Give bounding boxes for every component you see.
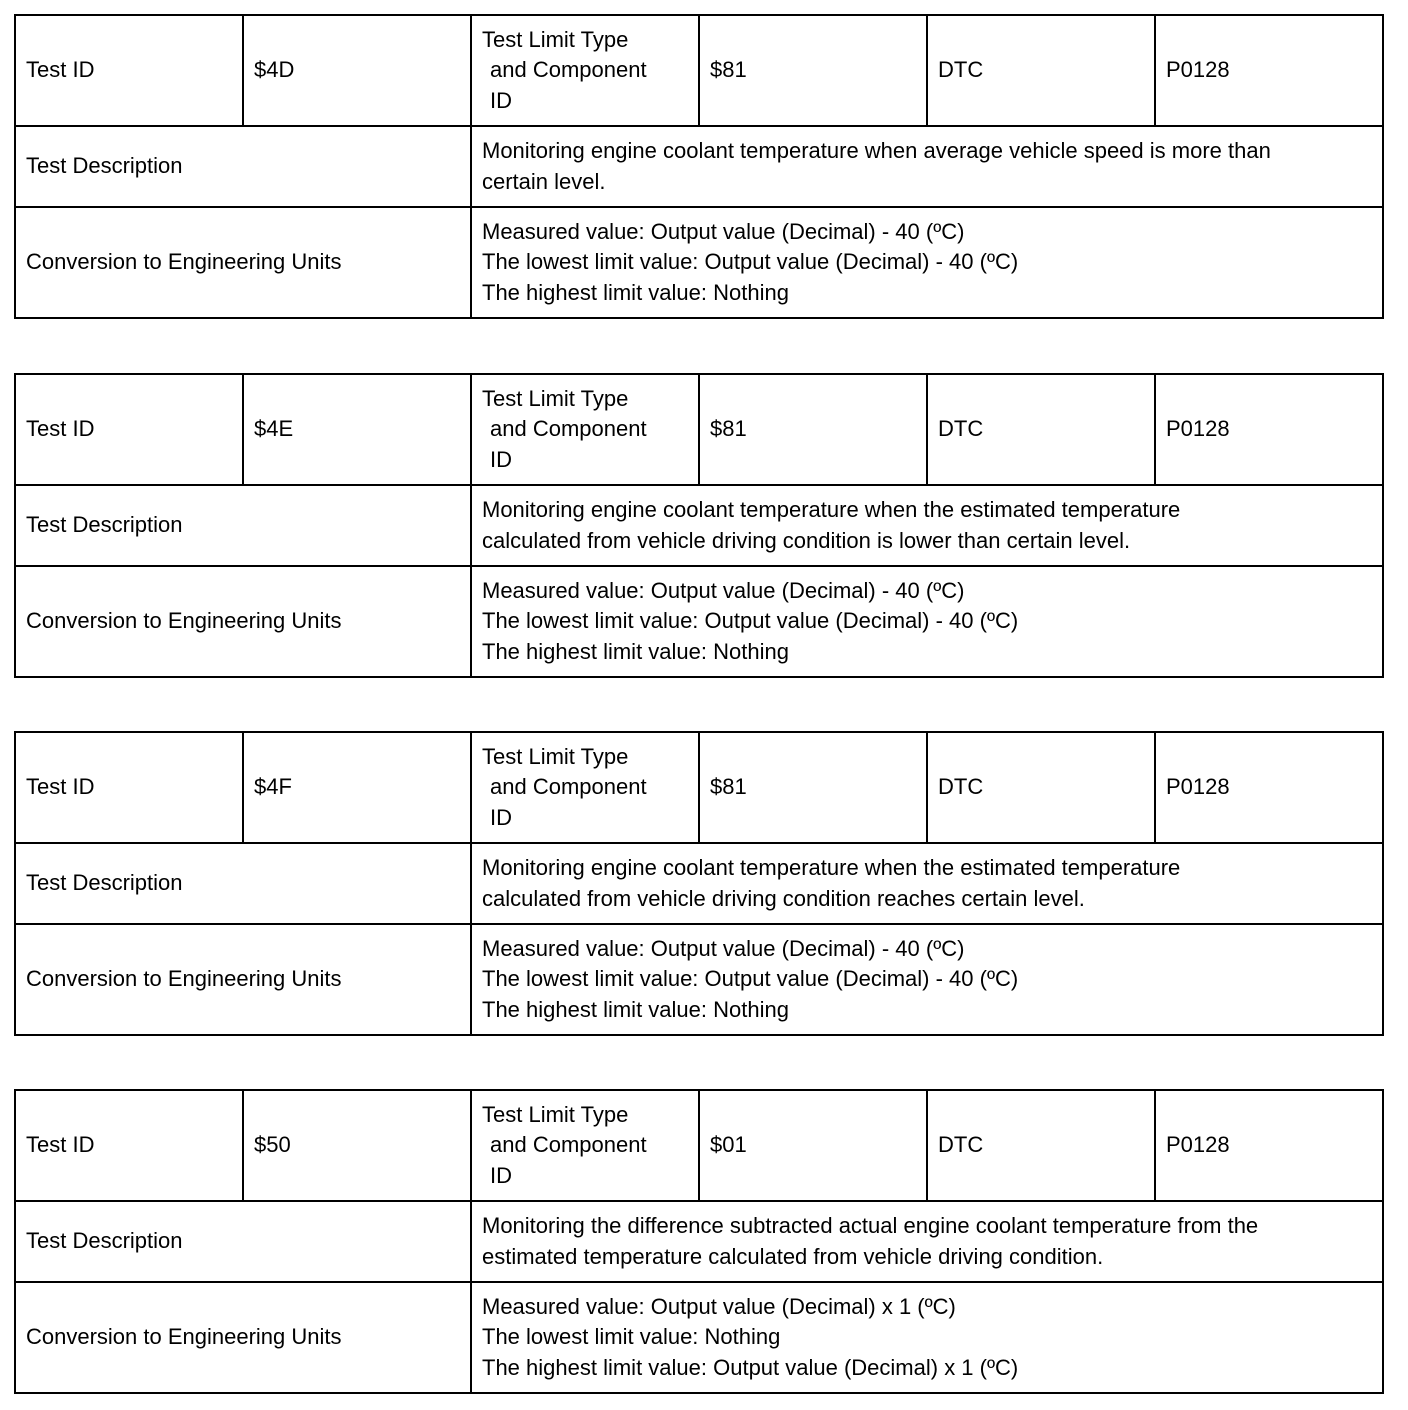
conversion-label: Conversion to Engineering Units xyxy=(15,924,471,1035)
text-line: ID xyxy=(490,1162,512,1188)
description-row xyxy=(15,843,1383,924)
conversion-label: Conversion to Engineering Units xyxy=(15,207,471,318)
limit-type-label xyxy=(471,374,699,485)
header-row xyxy=(15,732,1383,843)
test-description-value xyxy=(471,1201,1383,1282)
text-line: ID xyxy=(490,446,512,472)
text-line: The lowest limit value: Output value (Decimal) - 40 (ºC) xyxy=(482,966,1019,992)
text-line: ID xyxy=(490,87,512,113)
limit-type-value: $81 xyxy=(699,732,927,843)
dtc-label: DTC xyxy=(927,15,1155,126)
text-line: Test Limit Type xyxy=(482,26,629,52)
text-line: Measured value: Output value (Decimal) - 40 (ºC) xyxy=(482,218,965,244)
text-line: The highest limit value: Nothing xyxy=(482,996,789,1022)
text-line: and Component xyxy=(490,57,647,83)
conversion-row xyxy=(15,1282,1383,1393)
conversion-label: Conversion to Engineering Units xyxy=(15,1282,471,1393)
text-line: The highest limit value: Nothing xyxy=(482,638,789,664)
test-description-value xyxy=(471,843,1383,924)
test-id-label: Test ID xyxy=(15,732,243,843)
test-id-value: $4D xyxy=(243,15,471,126)
dtc-label: DTC xyxy=(927,374,1155,485)
limit-type-label xyxy=(471,732,699,843)
text-line: The lowest limit value: Output value (Decimal) - 40 (ºC) xyxy=(482,608,1019,634)
test-id-value: $50 xyxy=(243,1090,471,1201)
text-line: Measured value: Output value (Decimal) - 40 (ºC) xyxy=(482,577,965,603)
text-line: Test Limit Type xyxy=(482,743,629,769)
header-row xyxy=(15,15,1383,126)
test-id-label: Test ID xyxy=(15,374,243,485)
text-line: ID xyxy=(490,804,512,830)
dtc-label: DTC xyxy=(927,732,1155,843)
description-row xyxy=(15,485,1383,566)
dtc-value: P0128 xyxy=(1155,15,1383,126)
text-line: Monitoring engine coolant temperature when the estimated temperature xyxy=(482,855,1181,880)
limit-type-label xyxy=(471,1090,699,1201)
text-line: The lowest limit value: Output value (Decimal) - 40 (ºC) xyxy=(482,249,1019,275)
test-spec-table xyxy=(14,731,1384,1036)
text-line: calculated from vehicle driving condition is lower than certain level. xyxy=(482,527,1131,553)
conversion-label: Conversion to Engineering Units xyxy=(15,566,471,677)
text-line: Test Limit Type xyxy=(482,1101,629,1127)
text-line: estimated temperature calculated from vehicle driving condition. xyxy=(482,1243,1104,1269)
test-spec-table xyxy=(14,373,1384,678)
limit-type-value: $81 xyxy=(699,374,927,485)
dtc-label: DTC xyxy=(927,1090,1155,1201)
text-line: Monitoring engine coolant temperature when average vehicle speed is more than xyxy=(482,138,1271,163)
text-line: Monitoring engine coolant temperature when the estimated temperature xyxy=(482,497,1181,522)
conversion-value xyxy=(471,207,1383,318)
test-spec-table xyxy=(14,14,1384,319)
conversion-value xyxy=(471,1282,1383,1393)
text-line: The highest limit value: Nothing xyxy=(482,279,789,305)
test-spec-table xyxy=(14,1089,1384,1394)
limit-type-value: $81 xyxy=(699,15,927,126)
test-description-label: Test Description xyxy=(15,1201,471,1282)
conversion-value xyxy=(471,924,1383,1035)
text-line: and Component xyxy=(490,416,647,442)
dtc-value: P0128 xyxy=(1155,1090,1383,1201)
text-line: Monitoring the difference subtracted actual engine coolant temperature from the xyxy=(482,1213,1259,1238)
text-line: calculated from vehicle driving condition reaches certain level. xyxy=(482,885,1085,911)
header-row xyxy=(15,1090,1383,1201)
test-description-value xyxy=(471,126,1383,207)
test-id-label: Test ID xyxy=(15,15,243,126)
conversion-row xyxy=(15,566,1383,677)
text-line: Test Limit Type xyxy=(482,385,629,411)
test-description-label: Test Description xyxy=(15,485,471,566)
text-line: and Component xyxy=(490,1132,647,1158)
test-description-value xyxy=(471,485,1383,566)
test-description-label: Test Description xyxy=(15,843,471,924)
limit-type-value: $01 xyxy=(699,1090,927,1201)
dtc-value: P0128 xyxy=(1155,374,1383,485)
text-line: certain level. xyxy=(482,168,606,194)
header-row xyxy=(15,374,1383,485)
test-id-label: Test ID xyxy=(15,1090,243,1201)
text-line: Measured value: Output value (Decimal) x 1 (ºC) xyxy=(482,1293,956,1319)
description-row xyxy=(15,1201,1383,1282)
text-line: Measured value: Output value (Decimal) - 40 (ºC) xyxy=(482,935,965,961)
conversion-row xyxy=(15,924,1383,1035)
conversion-value xyxy=(471,566,1383,677)
test-description-label: Test Description xyxy=(15,126,471,207)
text-line: The highest limit value: Output value (Decimal) x 1 (ºC) xyxy=(482,1354,1019,1380)
text-line: and Component xyxy=(490,774,647,800)
conversion-row xyxy=(15,207,1383,318)
dtc-value: P0128 xyxy=(1155,732,1383,843)
text-line: The lowest limit value: Nothing xyxy=(482,1324,781,1350)
test-id-value: $4F xyxy=(243,732,471,843)
limit-type-label xyxy=(471,15,699,126)
description-row xyxy=(15,126,1383,207)
test-id-value: $4E xyxy=(243,374,471,485)
